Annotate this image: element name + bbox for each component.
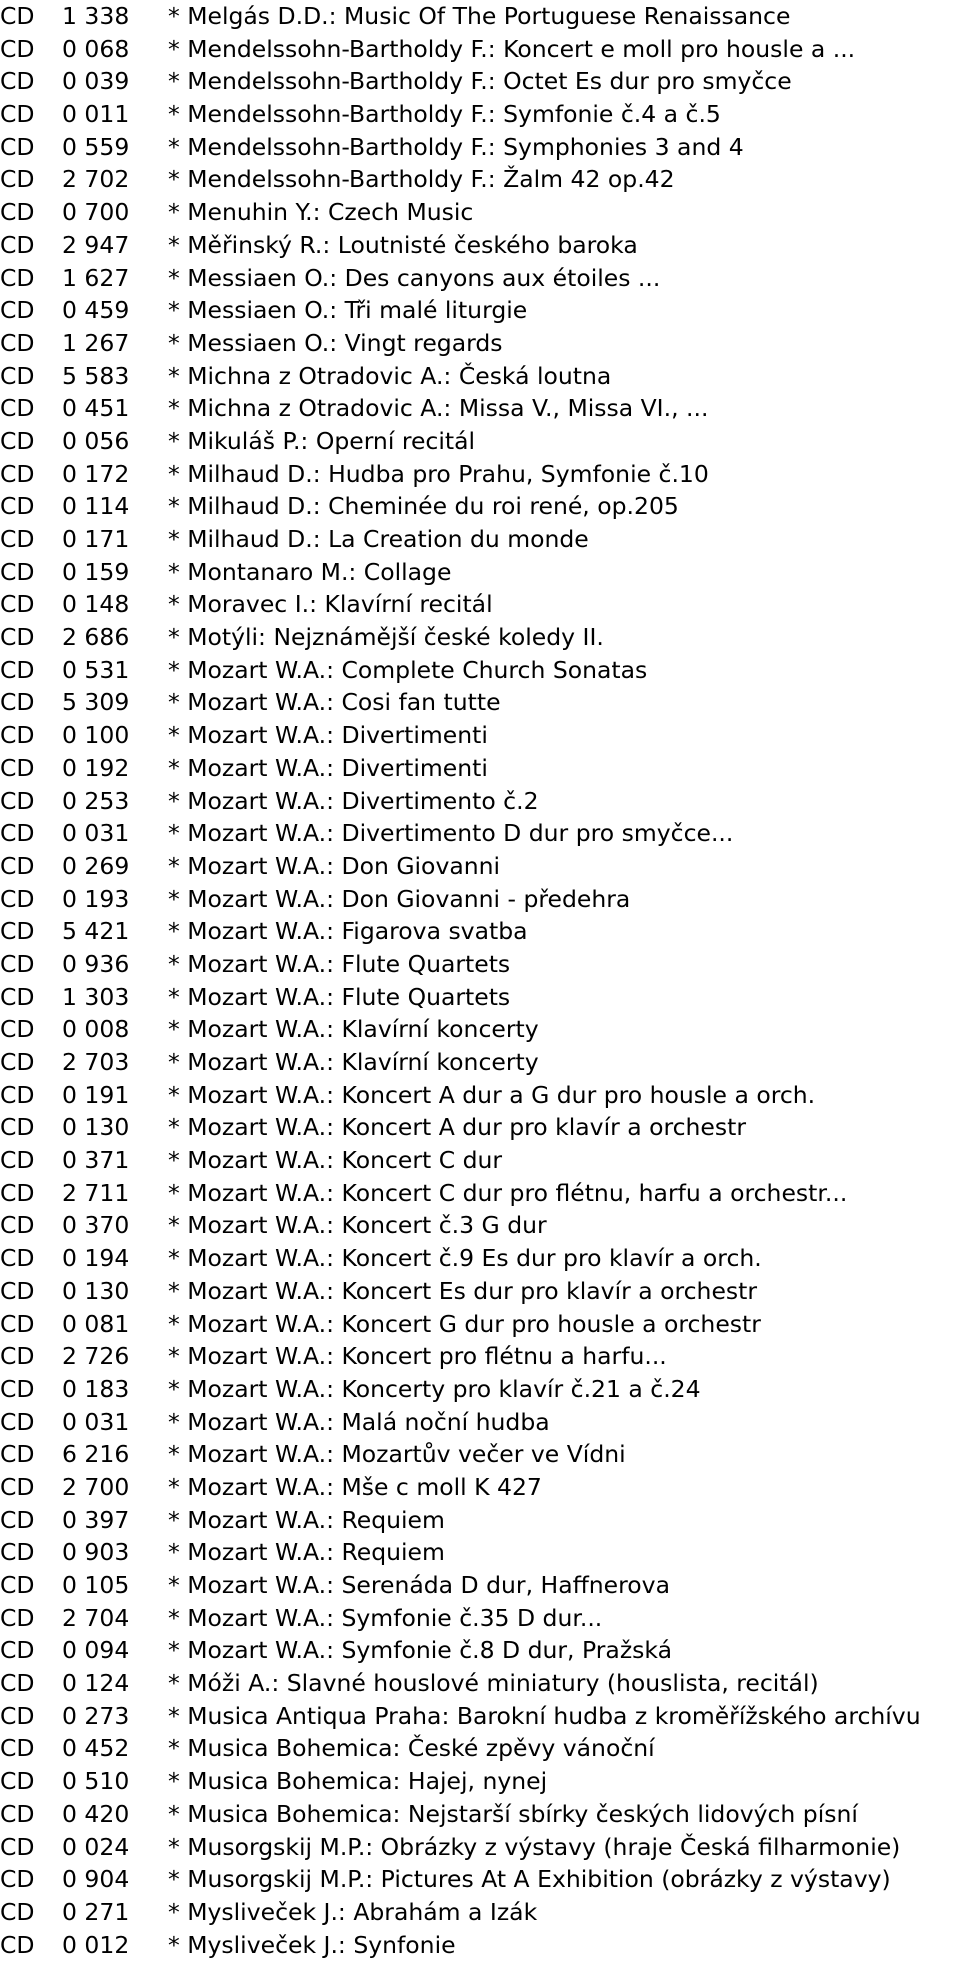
list-item [0,1471,960,1504]
media-format: CD [0,426,35,455]
album-title: * Mozart W.A.: Koncerty pro klavír č.21 a č.24 [168,1374,701,1403]
list-item [0,1667,960,1700]
media-format: CD [0,1865,35,1894]
album-title: * Mikuláš P.: Operní recitál [168,426,476,455]
catalog-number: 0 183 [62,1374,130,1403]
album-title: * Mozart W.A.: Don Giovanni [168,851,501,880]
catalog-number: 0 559 [62,132,130,161]
album-title: * Musica Antiqua Praha: Barokní hudba z kroměřížského archívu [168,1701,921,1730]
list-item [0,392,960,425]
list-item [0,752,960,785]
catalog-number: 0 124 [62,1669,130,1698]
catalog-number: 2 711 [62,1178,130,1207]
album-title: * Musorgskij M.P.: Obrázky z výstavy (hraje Česká filharmonie) [168,1832,901,1861]
catalog-number: 0 031 [62,819,130,848]
media-format: CD [0,1669,35,1698]
list-item [0,1831,960,1864]
catalog-number: 0 192 [62,753,130,782]
media-format: CD [0,884,35,913]
media-format: CD [0,1603,35,1632]
list-item [0,65,960,98]
list-item [0,1438,960,1471]
media-format: CD [0,1211,35,1240]
media-format: CD [0,263,35,292]
list-item [0,1209,960,1242]
media-format: CD [0,100,35,129]
media-format: CD [0,1701,35,1730]
catalog-number: 0 130 [62,1276,130,1305]
album-title: * Mozart W.A.: Divertimento D dur pro smyčce... [168,819,734,848]
list-item [0,1634,960,1667]
catalog-number: 0 253 [62,786,130,815]
list-item [0,1602,960,1635]
album-title: * Milhaud D.: Hudba pro Prahu, Symfonie č.10 [168,459,709,488]
album-title: * Messiaen O.: Tři malé liturgie [168,296,528,325]
media-format: CD [0,1897,35,1926]
catalog-number: 0 936 [62,949,130,978]
album-title: * Mendelssohn-Bartholdy F.: Koncert e moll pro housle a ... [168,34,856,63]
album-title: * Messiaen O.: Vingt regards [168,328,503,357]
media-format: CD [0,1015,35,1044]
list-item [0,360,960,393]
catalog-number: 2 726 [62,1342,130,1371]
catalog-number: 0 114 [62,492,130,521]
catalog-number: 0 397 [62,1505,130,1534]
media-format: CD [0,1440,35,1469]
album-title: * Mozart W.A.: Koncert Es dur pro klavír a orchestr [168,1276,758,1305]
album-title: * Mozart W.A.: Koncert G dur pro housle a orchestr [168,1309,761,1338]
album-title: * Mozart W.A.: Figarova svatba [168,917,528,946]
album-title: * Mozart W.A.: Serenáda D dur, Haffnerova [168,1571,670,1599]
media-format: CD [0,1342,35,1371]
album-title: * Mozart W.A.: Koncert A dur a G dur pro housle a orch. [168,1080,816,1109]
catalog-number: 0 008 [62,1015,130,1044]
catalog-number: 0 273 [62,1701,130,1730]
catalog-number: 0 094 [62,1636,130,1665]
album-title: * Mozart W.A.: Requiem [168,1505,445,1534]
album-title: * Musica Bohemica: Nejstarší sbírky českých lidových písní [168,1799,858,1828]
album-title: * Motýli: Nejznámější české koledy II. [168,623,604,652]
media-format: CD [0,1374,35,1403]
album-title: * Mendelssohn-Bartholdy F.: Octet Es dur pro smyčce [168,67,792,96]
catalog-number: 0 459 [62,296,130,325]
album-title: * Mozart W.A.: Klavírní koncerty [168,1015,539,1044]
media-format: CD [0,34,35,63]
album-title: * Mozart W.A.: Mše c moll K 427 [168,1472,542,1501]
media-format: CD [0,1505,35,1534]
catalog-number: 0 510 [62,1767,130,1796]
list-item [0,686,960,719]
media-format: CD [0,1472,35,1501]
catalog-number: 2 700 [62,1472,130,1501]
media-format: CD [0,132,35,161]
list-item [0,588,960,621]
album-title: * Moravec I.: Klavírní recitál [168,590,493,619]
album-title: * Mendelssohn-Bartholdy F.: Žalm 42 op.42 [168,165,675,194]
catalog-number: 5 583 [62,361,130,390]
media-format: CD [0,1146,35,1175]
album-title: * Mozart W.A.: Koncert pro flétnu a harfu... [168,1342,667,1371]
catalog-number: 0 904 [62,1865,130,1894]
media-format: CD [0,982,35,1011]
list-item [0,817,960,850]
media-format: CD [0,819,35,848]
list-item [0,425,960,458]
media-format: CD [0,361,35,390]
list-item [0,1013,960,1046]
album-title: * Mozart W.A.: Malá noční hudba [168,1407,550,1436]
album-title: * Mozart W.A.: Requiem [168,1538,445,1567]
catalog-number: 1 627 [62,263,130,292]
list-item [0,1798,960,1831]
media-format: CD [0,459,35,488]
list-item [0,1765,960,1798]
album-title: * Mysliveček J.: Abrahám a Izák [168,1897,538,1926]
album-title: * Messiaen O.: Des canyons aux étoiles ... [168,263,661,292]
media-format: CD [0,328,35,357]
catalog-number: 0 011 [62,100,130,129]
media-format: CD [0,623,35,652]
list-item [0,883,960,916]
list-item [0,719,960,752]
catalog-number: 6 216 [62,1440,130,1469]
list-item [0,556,960,589]
album-title: * Mozart W.A.: Don Giovanni - předehra [168,884,631,913]
album-title: * Mozart W.A.: Divertimenti [168,753,488,782]
media-format: CD [0,1571,35,1599]
list-item [0,458,960,491]
catalog-number: 0 159 [62,557,130,586]
catalog-number: 0 100 [62,721,130,750]
list-item [0,948,960,981]
album-title: * Mozart W.A.: Divertimento č.2 [168,786,539,815]
media-format: CD [0,753,35,782]
list-item [0,131,960,164]
catalog-number: 2 703 [62,1048,130,1076]
list-item [0,1111,960,1144]
list-item [0,1732,960,1765]
media-format: CD [0,1930,35,1959]
list-item [0,1308,960,1341]
catalog-number: 0 039 [62,67,130,96]
list-item [0,1275,960,1308]
catalog-number: 0 172 [62,459,130,488]
media-format: CD [0,1244,35,1273]
media-format: CD [0,1178,35,1207]
catalog-number: 0 271 [62,1897,130,1926]
list-item [0,163,960,196]
catalog-number: 0 531 [62,655,130,684]
album-title: * Mozart W.A.: Koncert č.3 G dur [168,1211,547,1240]
catalog-number: 2 686 [62,623,130,652]
media-format: CD [0,1799,35,1828]
list-item [0,1536,960,1569]
media-format: CD [0,1734,35,1763]
media-format: CD [0,67,35,96]
media-format: CD [0,917,35,946]
media-format: CD [0,721,35,750]
media-format: CD [0,1832,35,1861]
catalog-number: 0 171 [62,525,130,553]
media-format: CD [0,1309,35,1338]
album-title: * Mozart W.A.: Flute Quartets [168,982,511,1011]
media-format: CD [0,230,35,259]
list-item [0,915,960,948]
album-title: * Musica Bohemica: České zpěvy vánoční [168,1734,655,1763]
catalog-number: 2 704 [62,1603,130,1632]
catalog-number: 0 191 [62,1080,130,1109]
album-title: * Michna z Otradovic A.: Missa V., Missa VI., ... [168,394,709,423]
list-item [0,262,960,295]
album-title: * Milhaud D.: La Creation du monde [168,525,589,553]
album-title: * Musica Bohemica: Hajej, nynej [168,1767,548,1796]
list-item [0,33,960,66]
list-item [0,1242,960,1275]
media-format: CD [0,1048,35,1076]
album-title: * Mozart W.A.: Symfonie č.8 D dur, Pražská [168,1636,672,1665]
list-item [0,0,960,33]
album-title: * Mozart W.A.: Koncert C dur pro flétnu, harfu a orchestr... [168,1178,848,1207]
catalog-number: 0 420 [62,1799,130,1828]
media-format: CD [0,296,35,325]
album-title: * Mozart W.A.: Koncert č.9 Es dur pro klavír a orch. [168,1244,762,1273]
media-format: CD [0,2,35,30]
media-format: CD [0,1636,35,1665]
catalog-number: 1 267 [62,328,130,357]
catalog-number: 1 338 [62,2,130,30]
list-item [0,490,960,523]
catalog-number: 0 194 [62,1244,130,1273]
list-item [0,1896,960,1929]
list-item [0,327,960,360]
album-title: * Mozart W.A.: Symfonie č.35 D dur... [168,1603,603,1632]
album-title: * Mozart W.A.: Koncert C dur [168,1146,503,1175]
list-item [0,1046,960,1079]
album-title: * Michna z Otradovic A.: Česká loutna [168,361,612,390]
media-format: CD [0,198,35,227]
media-format: CD [0,1407,35,1436]
catalog-number: 0 903 [62,1538,130,1567]
media-format: CD [0,394,35,423]
list-item [0,229,960,262]
catalog-number: 0 452 [62,1734,130,1763]
catalog-number: 5 421 [62,917,130,946]
album-title: * Mozart W.A.: Divertimenti [168,721,488,750]
album-title: * Musorgskij M.P.: Pictures At A Exhibition (obrázky z výstavy) [168,1865,891,1894]
list-item [0,621,960,654]
list-item [0,785,960,818]
catalog-number: 0 148 [62,590,130,619]
list-item [0,1863,960,1896]
album-title: * Mendelssohn-Bartholdy F.: Symphonies 3 and 4 [168,132,744,161]
list-item [0,981,960,1014]
catalog-number: 1 303 [62,982,130,1011]
list-item [0,1373,960,1406]
media-format: CD [0,949,35,978]
list-item [0,1144,960,1177]
media-format: CD [0,1080,35,1109]
catalog-number: 0 105 [62,1571,130,1599]
list-item [0,1700,960,1733]
media-format: CD [0,851,35,880]
media-format: CD [0,1276,35,1305]
catalog-number: 0 012 [62,1930,130,1959]
album-title: * Mozart W.A.: Complete Church Sonatas [168,655,648,684]
album-title: * Měřinský R.: Loutnisté českého baroka [168,230,638,259]
album-title: * Mysliveček J.: Synfonie [168,1930,456,1959]
catalog-number: 0 269 [62,851,130,880]
media-format: CD [0,165,35,194]
media-format: CD [0,688,35,717]
album-title: * Mendelssohn-Bartholdy F.: Symfonie č.4 a č.5 [168,100,721,129]
media-format: CD [0,786,35,815]
list-item [0,98,960,131]
list-item [0,1177,960,1210]
catalog-number: 0 081 [62,1309,130,1338]
media-format: CD [0,655,35,684]
media-format: CD [0,557,35,586]
catalog-number: 0 700 [62,198,130,227]
list-item [0,1569,960,1602]
list-item [0,196,960,229]
catalog-number: 0 130 [62,1113,130,1142]
media-format: CD [0,1538,35,1567]
album-title: * Menuhin Y.: Czech Music [168,198,474,227]
list-item [0,1340,960,1373]
media-format: CD [0,492,35,521]
list-item [0,1929,960,1962]
catalog-number: 2 947 [62,230,130,259]
catalog-number: 0 031 [62,1407,130,1436]
list-item [0,1504,960,1537]
list-item [0,1406,960,1439]
album-title: * Mozart W.A.: Koncert A dur pro klavír a orchestr [168,1113,747,1142]
catalog-number: 2 702 [62,165,130,194]
catalog-number: 0 193 [62,884,130,913]
catalog-number: 0 068 [62,34,130,63]
list-item [0,523,960,556]
album-title: * Mozart W.A.: Cosi fan tutte [168,688,501,717]
media-format: CD [0,1113,35,1142]
album-title: * Mozart W.A.: Klavírní koncerty [168,1048,539,1076]
catalog-number: 0 451 [62,394,130,423]
media-format: CD [0,1767,35,1796]
catalog-number: 0 024 [62,1832,130,1861]
media-format: CD [0,525,35,553]
catalog-number: 0 371 [62,1146,130,1175]
list-item [0,850,960,883]
album-title: * Móži A.: Slavné houslové miniatury (houslista, recitál) [168,1669,819,1698]
catalog-number: 5 309 [62,688,130,717]
album-title: * Mozart W.A.: Mozartův večer ve Vídni [168,1440,626,1469]
album-title: * Milhaud D.: Cheminée du roi rené, op.205 [168,492,679,521]
catalog-number: 0 056 [62,426,130,455]
album-title: * Mozart W.A.: Flute Quartets [168,949,511,978]
media-format: CD [0,590,35,619]
catalog-number: 0 370 [62,1211,130,1240]
album-title: * Melgás D.D.: Music Of The Portuguese Renaissance [168,2,791,30]
list-item [0,1079,960,1112]
list-item [0,294,960,327]
list-item [0,654,960,687]
album-title: * Montanaro M.: Collage [168,557,452,586]
